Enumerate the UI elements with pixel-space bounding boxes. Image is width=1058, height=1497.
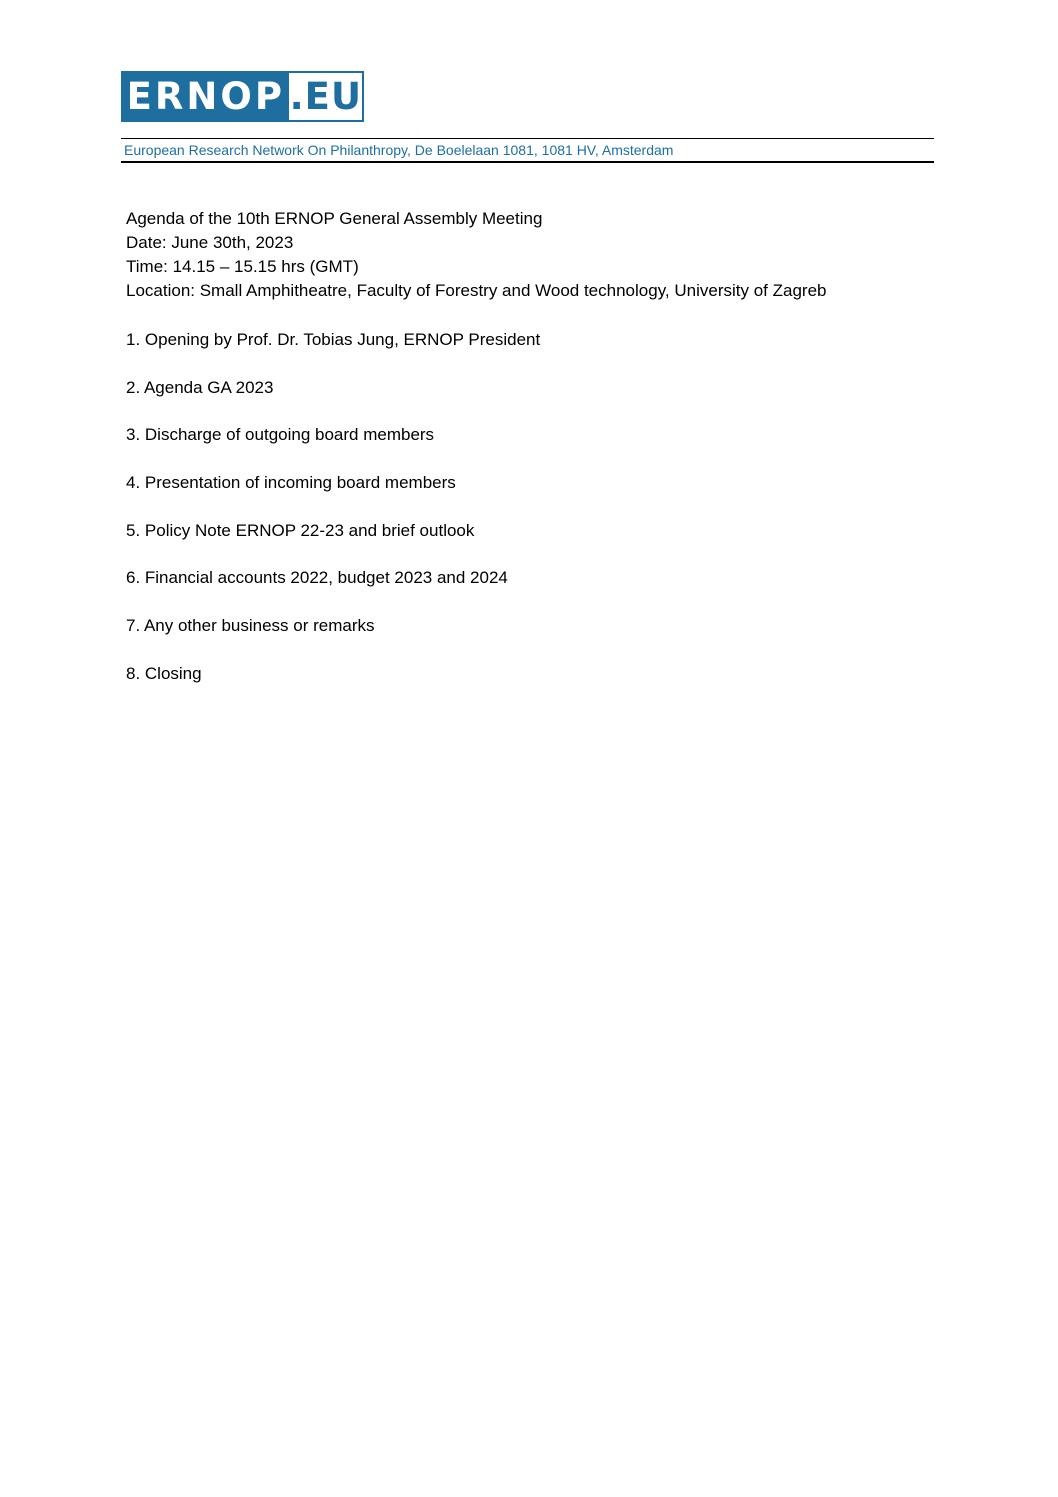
meeting-time: Time: 14.15 – 15.15 hrs (GMT): [126, 257, 359, 276]
agenda-list: [126, 328, 540, 710]
ernop-logo: [121, 71, 364, 122]
meeting-details: [126, 207, 827, 303]
header-rule-bottom: [121, 161, 934, 163]
agenda-item: 4. Presentation of incoming board members: [126, 473, 456, 493]
logo-domain-text: .EU: [289, 75, 362, 118]
agenda-item: 2. Agenda GA 2023: [126, 377, 274, 397]
organization-address: European Research Network On Philanthropy, De Boelelaan 1081, 1081 HV, Amsterdam: [124, 142, 674, 158]
agenda-item: 7. Any other business or remarks: [126, 616, 375, 636]
header-rule-top: [121, 138, 934, 139]
logo-main-text: ERNOP: [123, 73, 289, 120]
agenda-item: 3. Discharge of outgoing board members: [126, 425, 435, 445]
agenda-item: 1. Opening by Prof. Dr. Tobias Jung, ERNOP President: [126, 330, 541, 349]
meeting-date: Date: June 30th, 2023: [126, 233, 294, 252]
meeting-title: Agenda of the 10th ERNOP General Assembly Meeting: [126, 209, 543, 228]
meeting-location: Location: Small Amphitheatre, Faculty of Forestry and Wood technology, University of Zagreb: [126, 281, 827, 300]
agenda-item: 6. Financial accounts 2022, budget 2023 and 2024: [126, 568, 508, 588]
agenda-item: 8. Closing: [126, 663, 202, 683]
agenda-item: 5. Policy Note ERNOP 22-23 and brief outlook: [126, 520, 475, 540]
